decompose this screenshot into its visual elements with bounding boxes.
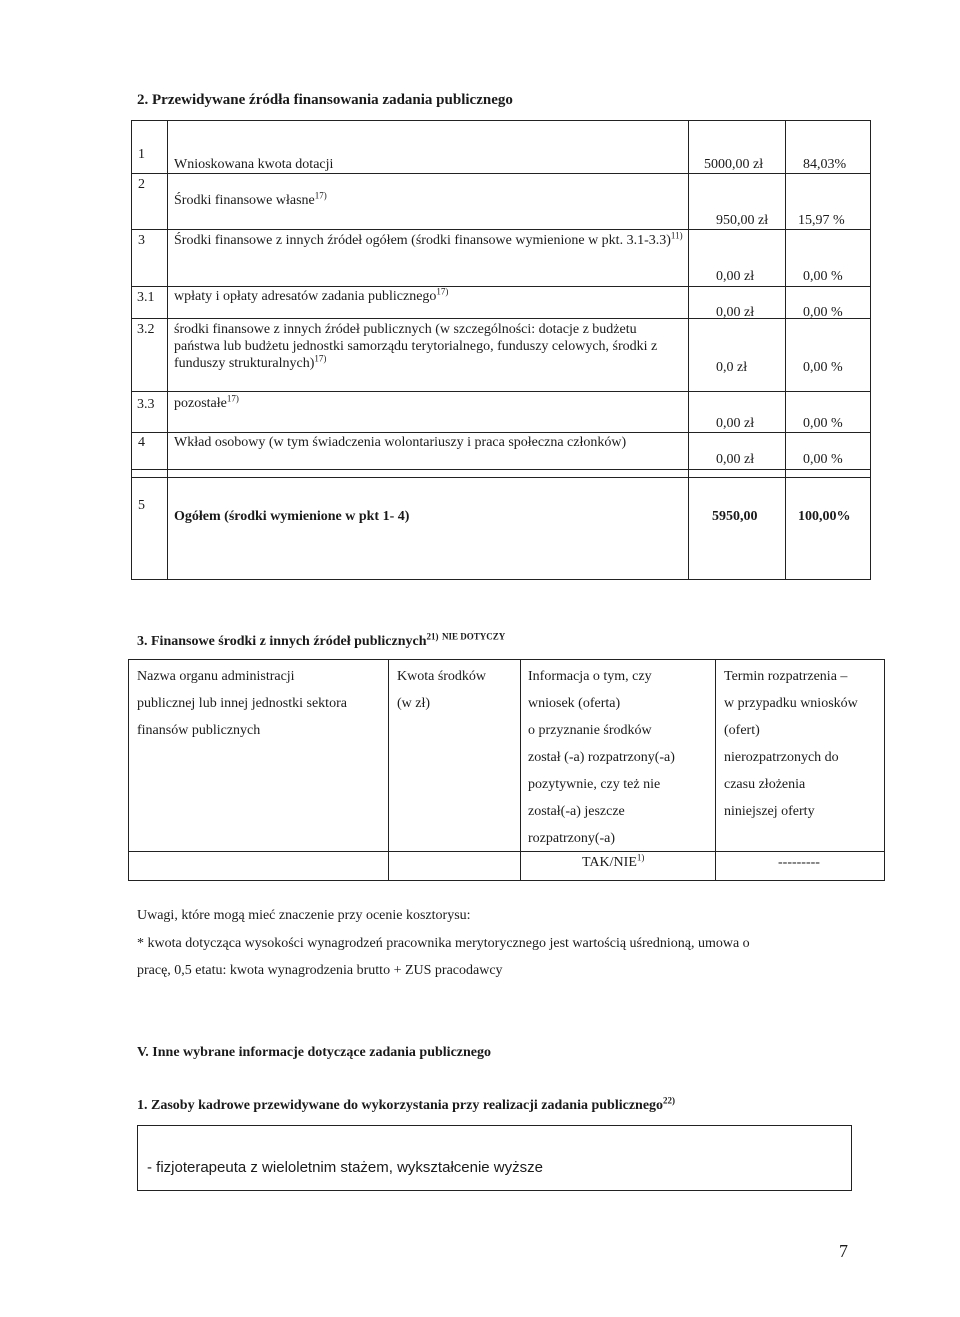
row-amount: 5950,00: [712, 509, 758, 524]
row-number: 3.2: [137, 322, 155, 337]
row-amount: 0,00 zł: [716, 416, 755, 431]
row-percent: 84,03%: [803, 157, 847, 172]
column-review-deadline: Termin rozpatrzenia – w przypadku wniosków (ofert) nierozpatrzonych do czasu złożenia niniejszej oferty: [724, 669, 858, 819]
row-percent: 0,00 %: [803, 269, 843, 284]
page-number: 7: [839, 1241, 848, 1261]
row-label: Ogółem (środki wymienione w pkt 1- 4): [174, 509, 410, 524]
row-label: Środki finansowe z innych źródeł ogółem (środki finansowe wymienione w pkt. 3.1-3.3)$^{11)}$: [174, 230, 683, 248]
section-3-heading: 3. Finansowe środki z innych źródeł publicznych$^{21)}$ $^{NIE DOTYCZY}$: [137, 631, 506, 649]
row-label: Wkład osobowy (w tym świadczenia wolontariuszy i praca społeczna członków): [174, 435, 627, 450]
row-number: 3.3: [137, 397, 155, 412]
staff-entry: - fizjoterapeuta z wieloletnim stażem, wykształcenie wyższe: [147, 1159, 543, 1176]
row-percent: 100,00%: [798, 509, 851, 524]
row-amount: 5000,00 zł: [704, 157, 764, 172]
row-percent: 0,00 %: [803, 452, 843, 467]
column-application-info: Informacja o tym, czy wniosek (oferta) o przyznanie środków został (-a) rozpatrzony(-a) pozytywnie, czy też nie został(-a) jeszcze rozpatrzony(-a): [528, 669, 675, 846]
yes-no-answer: TAK/NIE$^{1)}$: [582, 852, 645, 870]
remarks-line: * kwota dotycząca wysokości wynagrodzeń pracownika merytorycznego jest wartością uśrednioną, umowa o: [137, 936, 750, 951]
section-2-heading: 2. Przewidywane źródła finansowania zadania publicznego: [137, 92, 513, 108]
row-label: Środki finansowe własne$^{17)}$: [174, 190, 327, 208]
column-authority-name: Nazwa organu administracji publicznej lub innej jednostki sektora finansów publicznych: [137, 669, 347, 738]
row-label: pozostałe$^{17)}$: [174, 393, 239, 411]
row-label: środki finansowe z innych źródeł publicznych (w szczególności: dotacje z budżetu państwa lub budżetu jednostki samorządu terytorialnego, funduszy celowych, środki z funduszy strukturalnych)$^{17)}$: [174, 322, 658, 371]
not-applicable-note: NIE DOTYCZY: [442, 631, 506, 642]
staff-resources-box: [137, 1125, 852, 1191]
row-number: 3: [138, 233, 145, 248]
row-number: 1: [138, 147, 145, 162]
row-number: 5: [138, 498, 145, 513]
remarks-line: pracę, 0,5 etatu: kwota wynagrodzenia brutto + ZUS pracodawcy: [137, 963, 503, 978]
row-percent: 0,00 %: [803, 305, 843, 320]
row-percent: 0,00 %: [803, 360, 843, 375]
staff-resources-heading: 1. Zasoby kadrowe przewidywane do wykorzystania przy realizacji zadania publicznego$^{22)}$: [137, 1095, 676, 1113]
row-label: wpłaty i opłaty adresatów zadania publicznego$^{17)}$: [174, 286, 449, 304]
row-number: 4: [138, 435, 145, 450]
deadline-dashes: ---------: [778, 855, 820, 870]
row-amount: 0,00 zł: [716, 305, 755, 320]
row-amount: 950,00 zł: [716, 213, 769, 228]
row-percent: 15,97 %: [798, 213, 845, 228]
section-v-heading: V. Inne wybrane informacje dotyczące zadania publicznego: [137, 1045, 491, 1060]
column-amount: Kwota środków (w zł): [397, 669, 487, 711]
row-amount: 0,00 zł: [716, 269, 755, 284]
row-amount: 0,0 zł: [716, 360, 748, 375]
row-number: 3.1: [137, 290, 155, 305]
row-number: 2: [138, 177, 145, 192]
row-percent: 0,00 %: [803, 416, 843, 431]
remarks-heading: Uwagi, które mogą mieć znaczenie przy ocenie kosztorysu:: [137, 908, 471, 923]
row-amount: 0,00 zł: [716, 452, 755, 467]
row-label: Wnioskowana kwota dotacji: [174, 157, 334, 172]
